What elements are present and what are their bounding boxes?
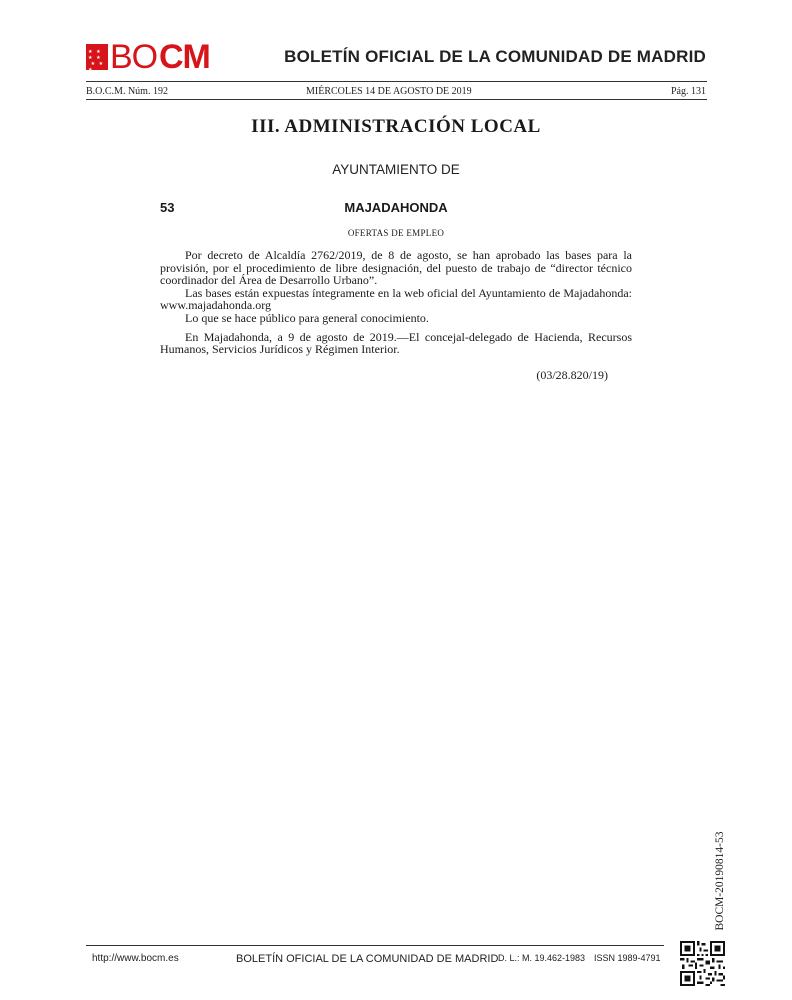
section-title: III. ADMINISTRACIÓN LOCAL (251, 116, 541, 137)
header-bottom-rule (86, 99, 707, 100)
issue-date: MIÉRCOLES 14 DE AGOSTO DE 2019 (306, 86, 472, 97)
logo-text-cm: CM (159, 38, 210, 76)
page-number: Pág. 131 (671, 86, 706, 97)
side-code (709, 828, 731, 934)
header-top-rule (86, 81, 707, 82)
qr-code-icon (680, 941, 725, 986)
issue-number: B.O.C.M. Núm. 192 (86, 86, 168, 97)
entity-prefix: AYUNTAMIENTO DE (332, 162, 460, 177)
paragraph-signature: En Majadahonda, a 9 de agosto de 2019.—El concejal-delegado de Hacienda, Recursos Humanos, Servicios Jurídicos y Régimen Interior. (160, 329, 632, 357)
reference-code: (03/28.820/19) (536, 368, 608, 382)
footer-rule (86, 945, 664, 946)
announcement-subject: OFERTAS DE EMPLEO (347, 228, 445, 238)
bocm-logo (86, 38, 216, 76)
paragraph-bases: Las bases están expuestas íntegramente en la web oficial del Ayuntamiento de Majadahonda: www.majadahonda.org (160, 285, 632, 313)
footer-url-link[interactable]: http://www.bocm.es (92, 953, 179, 964)
madrid-flag-icon: ★ ★ ★ ★ ★ ★ ★ (86, 44, 108, 70)
issn: ISSN 1989-4791 (594, 953, 661, 963)
entity-name: MAJADAHONDA (344, 200, 448, 215)
bulletin-title: BOLETÍN OFICIAL DE LA COMUNIDAD DE MADRID (284, 47, 706, 66)
paragraph-decree: Por decreto de Alcaldía 2762/2019, de 8 de agosto, se han aprobado las bases para la provisión, por el procedimiento de libre designación, del puesto de trabajo de “director técnico coordinador del Área de Desarrollo Urbano”. (160, 248, 632, 288)
paragraph-public: Lo que se hace público para general conocimiento. (185, 310, 429, 325)
side-code-text: BOCM-20190814-53 (714, 831, 726, 931)
logo-text-bo: BO (110, 38, 158, 76)
announcement-number: 53 (160, 200, 175, 215)
announcement-body (160, 249, 632, 356)
legal-deposit: D. L.: M. 19.462-1983 (498, 953, 586, 963)
footer-title: BOLETÍN OFICIAL DE LA COMUNIDAD DE MADRID (236, 953, 499, 965)
